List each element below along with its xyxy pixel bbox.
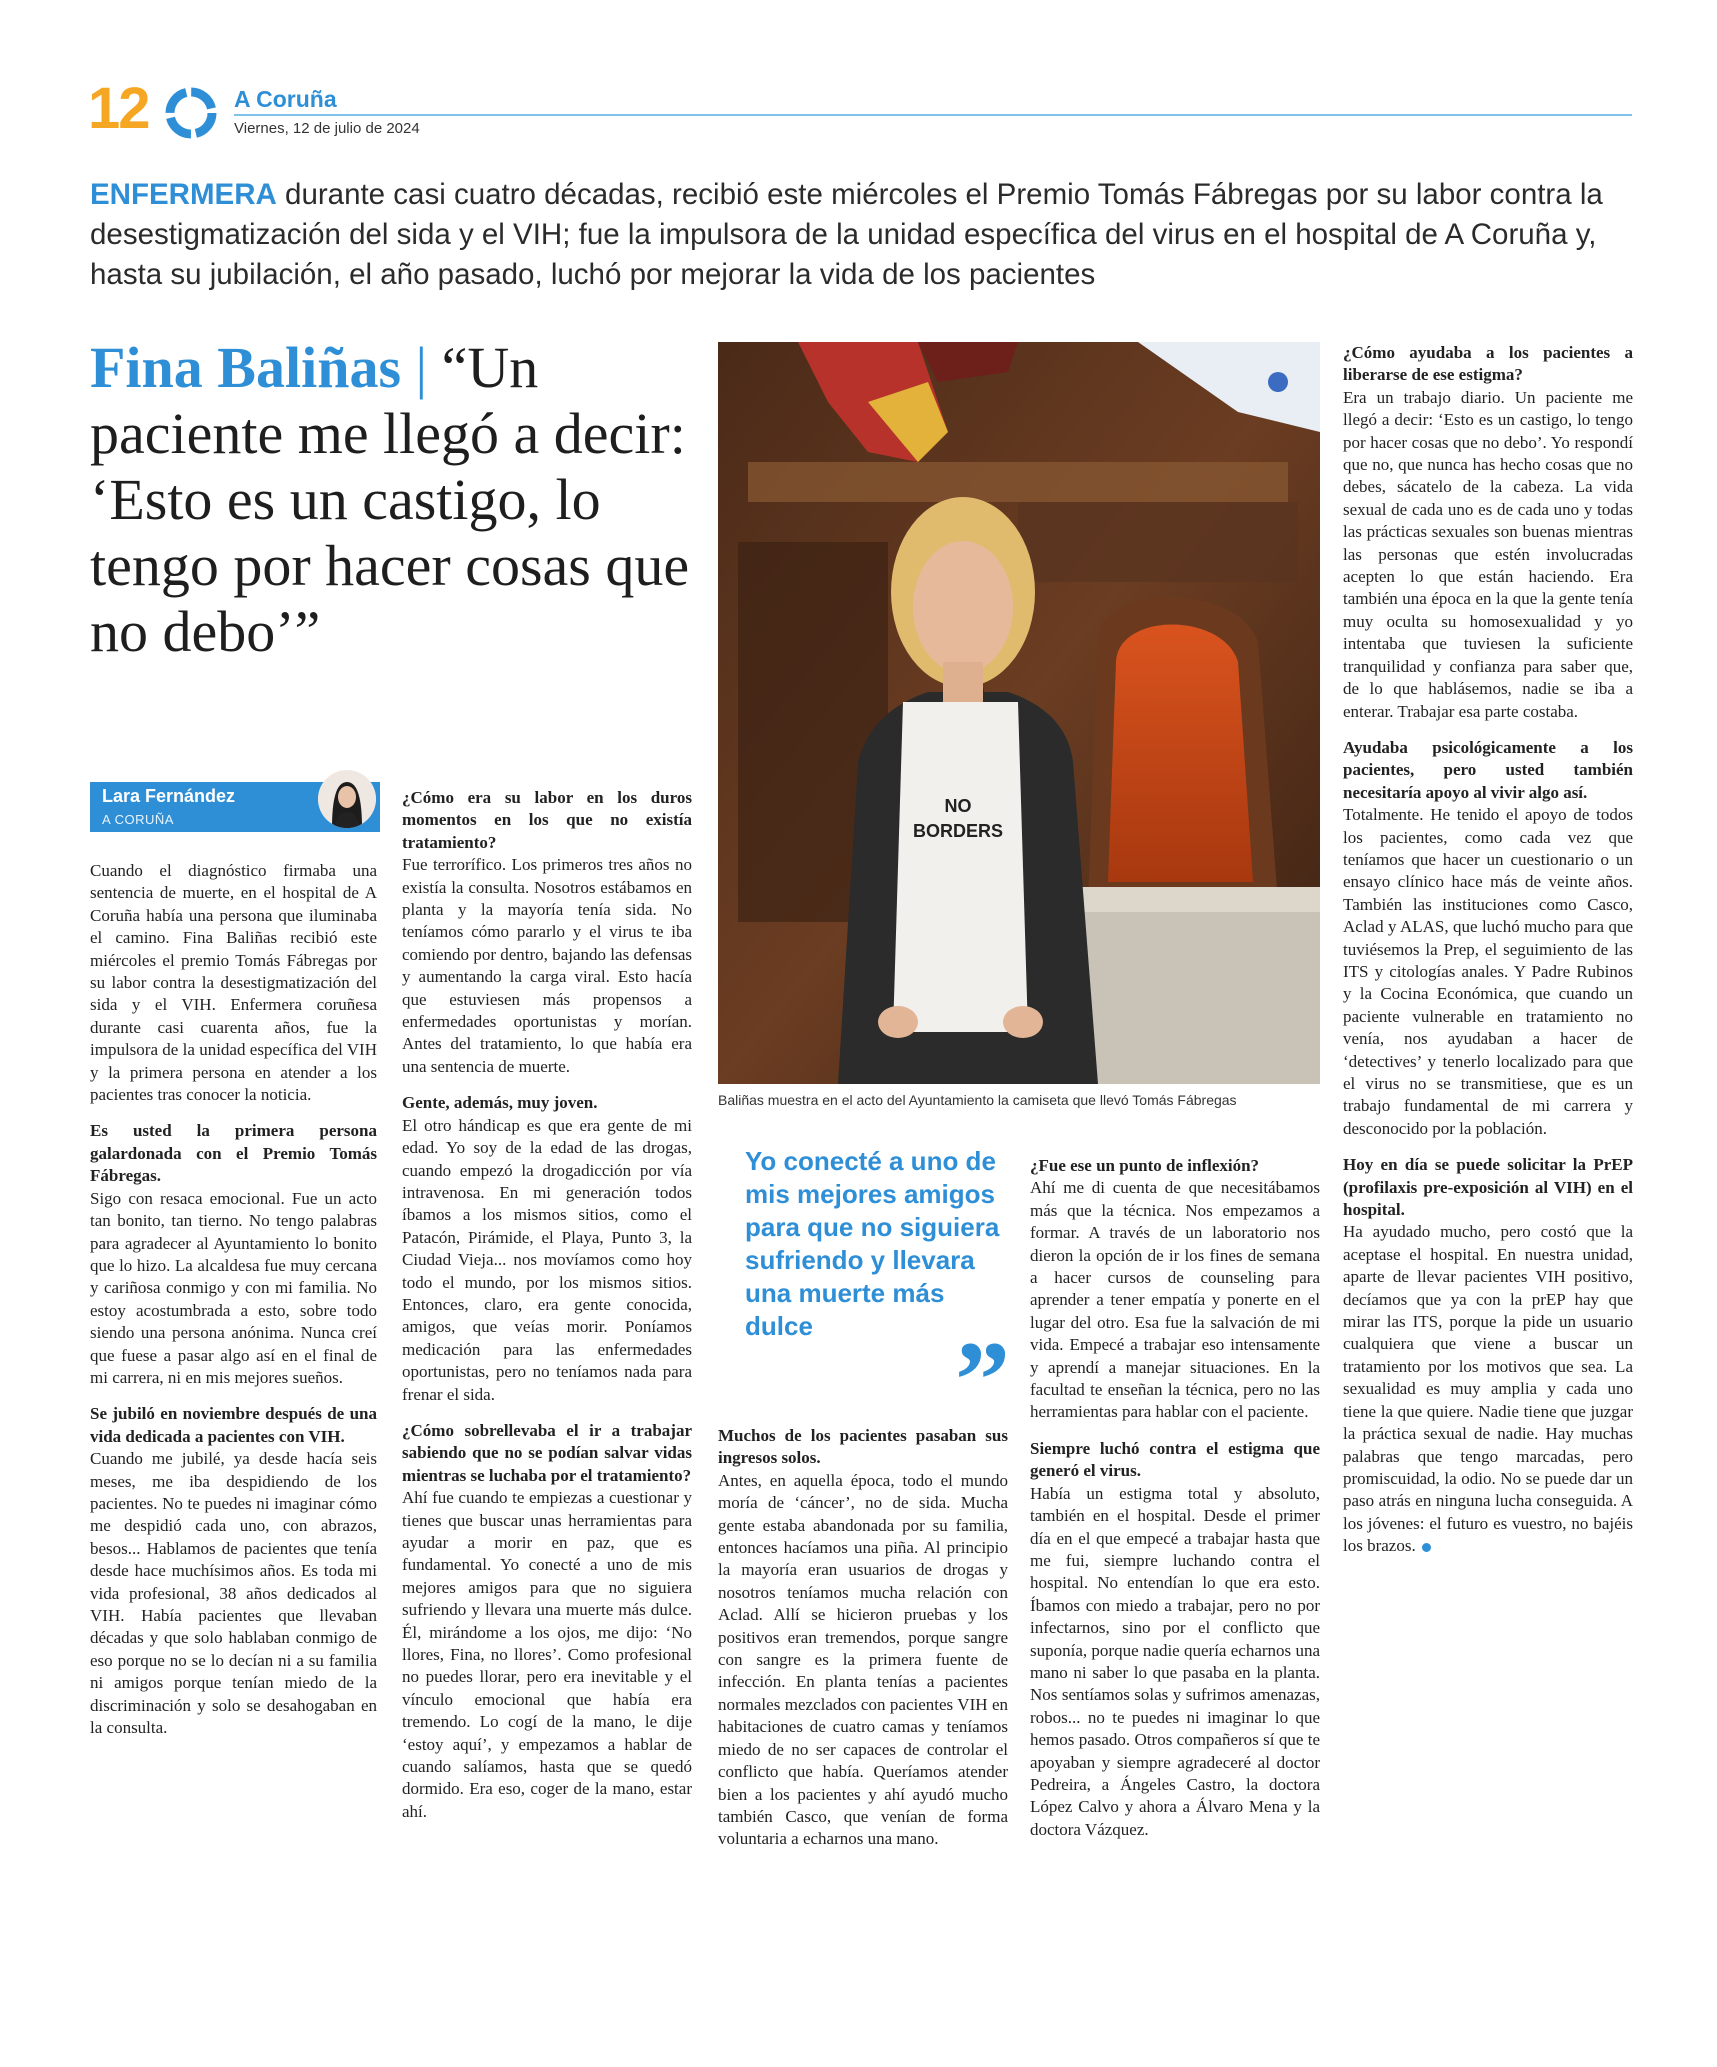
article-column-3b: [1030, 1155, 1320, 1841]
interview-question: Siempre luchó contra el estigma que generó el virus.: [1030, 1438, 1320, 1481]
interview-question: ¿Cómo sobrellevaba el ir a trabajar sabiendo que no se podían salvar vidas mientras se luchaba por el tratamiento?: [402, 1420, 692, 1485]
author-avatar: [318, 770, 376, 828]
article-paragraph: Cuando me jubilé, ya desde hacía seis meses, me iba despidiendo de los pacientes. No te puedes ni imaginar cómo me despidió cada uno, con abrazos, besos... Hablamos de pacientes que tenía desde hace muchísimos años. Es toda mi vida profesional, 38 años dedicados al VIH. Había pacientes que llevaban décadas y que solo hablaban conmigo de eso porque no se lo decían ni a su familia ni amigos porque tenían miedo de la discriminación y solo se desahogaban en la consulta.: [90, 1449, 377, 1738]
article-paragraph: Antes, en aquella época, todo el mundo moría de ‘cáncer’, no de sida. Mucha gente estaba abandonada por su familia, entonces hacíamos una piña. Al principio la mayoría eran usuarios de drogas y nosotros teníamos mucha relación con Aclad. Allí se hicieron pruebas y los positivos eran tremendos, porque sangre con sangre es la primera fuente de infección. En planta tenías a pacientes normales mezclados con pacientes VIH en habitaciones de cuatro camas y teníamos miedo de no ser capaces de controlar el conflicto que había. Queríamos atender bien a los pacientes y ahí ayudó mucho también Casco, que venían de forma voluntaria a echarnos una mano.: [718, 1470, 1008, 1849]
article-paragraph: El otro hándicap es que era gente de mi edad. Yo soy de la edad de las drogas, cuando empezó la drogadicción por vía intravenosa. En mi generación todos íbamos a los mismos sitios, como el Patacón, Pirámide, el Playa, Punto 3, la Ciudad Vieja... nos movíamos como hoy todo el mundo, por los mismos sitios. Entonces, claro, era gente conocida, amigos, que veías morir. Poníamos medicación para las enfermedades oportunistas, pero no teníamos nada para frenar el sida.: [402, 1115, 692, 1404]
article-paragraph: Ahí fue cuando te empiezas a cuestionar y tienes que buscar unas herramientas para ayudar a morir en paz, que es fundamental. Yo conecté a uno de mis mejores amigos para que no siguiera sufriendo y llevara una muerte más dulce. Él, mirándome a los ojos, me dijo: ‘No llores, Fina, no llores’. Como profesional no puedes llorar, pero era inevitable y el vínculo emocional que había era tremendo. Lo cogí de la mano, le dije ‘estoy aquí’, y empezamos a hablar de cuando salíamos, hasta que se quedó dormido. Era eso, coger de la mano, estar ahí.: [402, 1488, 692, 1821]
headline-separator: |: [415, 335, 428, 400]
interview-question: Es usted la primera persona galardonada con el Premio Tomás Fábregas.: [90, 1121, 377, 1186]
interview-question: Muchos de los pacientes pasaban sus ingresos solos.: [718, 1426, 1008, 1468]
article-paragraph: Había un estigma total y absoluto, también en el hospital. Desde el primer día en el que empecé a trabajar hasta que me fui, siempre luchando contra el hospital. No entendían lo que era esto. Íbamos con miedo a trabajar, pero no por infectarnos, sino por el conflicto que suponía, porque nadie quería echarnos una mano ni saber lo que pasaba en la planta. Nos sentíamos solas y sufrimos amenazas, robos... no te puedes ni imaginar lo que hemos pasado. Otros compañeros sí que te apoyaban y siempre agradeceré al doctor Pedreira, a Ángeles Castro, la doctora López Calvo y ahora a Álvaro Mena y la doctora Vázquez.: [1030, 1483, 1320, 1839]
article-column-1: [90, 860, 377, 1739]
interview-question: Se jubiló en noviembre después de una vida dedicada a pacientes con VIH.: [90, 1404, 377, 1446]
article-photo: [718, 342, 1320, 1084]
header-rule: [234, 114, 1632, 116]
article-paragraph: Totalmente. He tenido el apoyo de todos los pacientes, como cada vez que teníamos que hacer un cuestionario o un ensayo clínico hace más de veinte años. También las instituciones como Casco, Aclad y ALAS, que luchó mucho para que tuviésemos la Prep, el seguimiento de las ITS y citologías anales. Y Padre Rubinos y la Cocina Económica, que cuando un paciente vulnerable en tratamiento no venía, nos ayudaban a hacer de ‘detectives’ y tenerlo localizado para que el virus no se transmitiese, que es un trabajo fundamental de mi carrera y desconocido por la población.: [1343, 805, 1633, 1138]
end-mark-icon: [1422, 1543, 1431, 1552]
shirt-text-no: NO: [944, 796, 972, 816]
publication-date: Viernes, 12 de julio de 2024: [234, 120, 420, 137]
page-number: 12: [88, 76, 149, 141]
interview-question: ¿Fue ese un punto de inflexión?: [1030, 1156, 1260, 1175]
article-paragraph: Fue terrorífico. Los primeros tres años no existía la consulta. Nosotros estábamos en planta y la mayoría tenía sida. No teníamos cómo pararlo y el virus te iba comiendo por dentro, bajando las defensas y aumentando la carga viral. Esto hacía que estuviesen más propensos a enfermedades oportunistas y morían. Antes del tratamiento, lo que había era una sentencia de muerte.: [402, 855, 692, 1076]
deck-keyword: ENFERMERA: [90, 178, 277, 211]
interview-question: Ayudaba psicológicamente a los pacientes, pero usted también necesitaría apoyo al vivir algo así.: [1343, 737, 1633, 802]
article-column-4: [1343, 342, 1633, 1558]
shirt-text-borders: BORDERS: [912, 821, 1004, 841]
section-title: A Coruña: [234, 86, 337, 112]
article-headline: [90, 335, 690, 665]
article-paragraph: Ha ayudado mucho, pero costó que la aceptase el hospital. En nuestra unidad, aparte de llevar pacientes VIH positivo, decíamos que ya con la prEP hay que mirar las ITS, porque la pide un usuario cualquiera que viene a buscar un tratamiento por los motivos que sea. La sexualidad es muy amplia y cada uno tiene la que quiere. Nadie tiene que juzgar la práctica sexual de nadie. Hay muchas palabras que tengo marcadas, pero promiscuidad, la odio. No se puede dar un paso atrás en ninguna lucha conseguida. A los jóvenes: el futuro es vuestro, no bajéis los brazos.: [1343, 1222, 1633, 1556]
interview-question: Gente, además, muy joven.: [402, 1093, 598, 1113]
byline-location: A CORUÑA: [102, 812, 174, 827]
interview-question: Hoy en día se puede solicitar la PrEP (profilaxis pre-exposición al VIH) en el hospital.: [1343, 1155, 1633, 1220]
deck-text: durante casi cuatro décadas, recibió este miércoles el Premio Tomás Fábregas por su labor contra la desestigmatización del sida y el VIH; fue la impulsora de la unidad específica del virus en el hospital de A Coruña y, hasta su jubilación, el año pasado, luchó por mejorar la vida de los pacientes: [90, 178, 1603, 291]
article-paragraph: Ahí me di cuenta de que necesitábamos más que la técnica. Nos empezamos a formar. A través de un laboratorio nos dieron la opción de ir los fines de semana a hacer cursos de counseling para aprender a tener empatía y ponerte en el lugar del otro. Esa fue la salvación de mi vida. Empecé a trabajar eso intensamente y aprendí a manejar situaciones. En la facultad te enseñan la técnica, pero no las herramientas para hablar con el paciente.: [1030, 1178, 1320, 1422]
article-paragraph: Cuando el diagnóstico firmaba una sentencia de muerte, en el hospital de A Coruña había una persona que iluminaba el camino. Fina Baliñas recibió este miércoles el premio Tomás Fábregas por su labor contra la desestigmatización del sida y el VIH. Enfermera coruñesa durante casi cuarenta años, fue la impulsora de la unidad específica del VIH y la primera persona en atender a los pacientes tras conocer la noticia.: [90, 861, 377, 1105]
pull-quote-mark: ”: [955, 1319, 1010, 1441]
interview-question: ¿Cómo era su labor en los duros momentos en los que no existía tratamiento?: [402, 788, 692, 852]
byline-author: Lara Fernández: [102, 786, 236, 806]
article-paragraph: Sigo con resaca emocional. Fue un acto tan bonito, tan tierno. No tengo palabras para agradecer al Ayuntamiento lo bonito que lo hizo. La alcaldesa fue muy cercana y cariñosa conmigo y con mi familia. No estoy acostumbrada a esto, sobre todo siendo una persona anónima. Nunca creí que fuese a pasar algo así en el final de mi carrera, ni en mis mejores sueños.: [90, 1188, 377, 1387]
article-column-2: [402, 787, 692, 1823]
section-logo-icon: [162, 84, 220, 142]
article-column-3a: [718, 1425, 1008, 1851]
headline-quote: “Un paciente me llegó a decir: ‘Esto es un castigo, lo tengo por hacer cosas que no debo’”: [90, 335, 690, 664]
pull-quote: Yo conecté a uno de mis mejores amigos para que no siguiera sufriendo y llevara una muerte más dulce: [745, 1146, 1000, 1341]
headline-name: Fina Baliñas: [90, 335, 402, 400]
photo-caption: Baliñas muestra en el acto del Ayuntamiento la camiseta que llevó Tomás Fábregas: [718, 1092, 1237, 1108]
article-deck: [90, 175, 1650, 295]
interview-question: ¿Cómo ayudaba a los pacientes a liberarse de ese estigma?: [1343, 343, 1633, 385]
article-paragraph: Era un trabajo diario. Un paciente me llegó a decir: ‘Esto es un castigo, lo tengo por hacer cosas que no debo’. Yo respondí que no, que nunca has hecho cosas que no debes, sácatelo de la cabeza. La vida sexual de cada uno es de cada uno y todas las prácticas sexuales son buenas mientras las personas que estén involucradas acepten lo que están haciendo. Era también una época en la que la gente tenía muy oculta su homosexualidad y yo intentaba que tuviesen la suficiente tranquilidad y confianza para saber que, de lo que hablásemos, nadie se iba a enterar. Trabajar esa parte costaba.: [1343, 387, 1633, 721]
